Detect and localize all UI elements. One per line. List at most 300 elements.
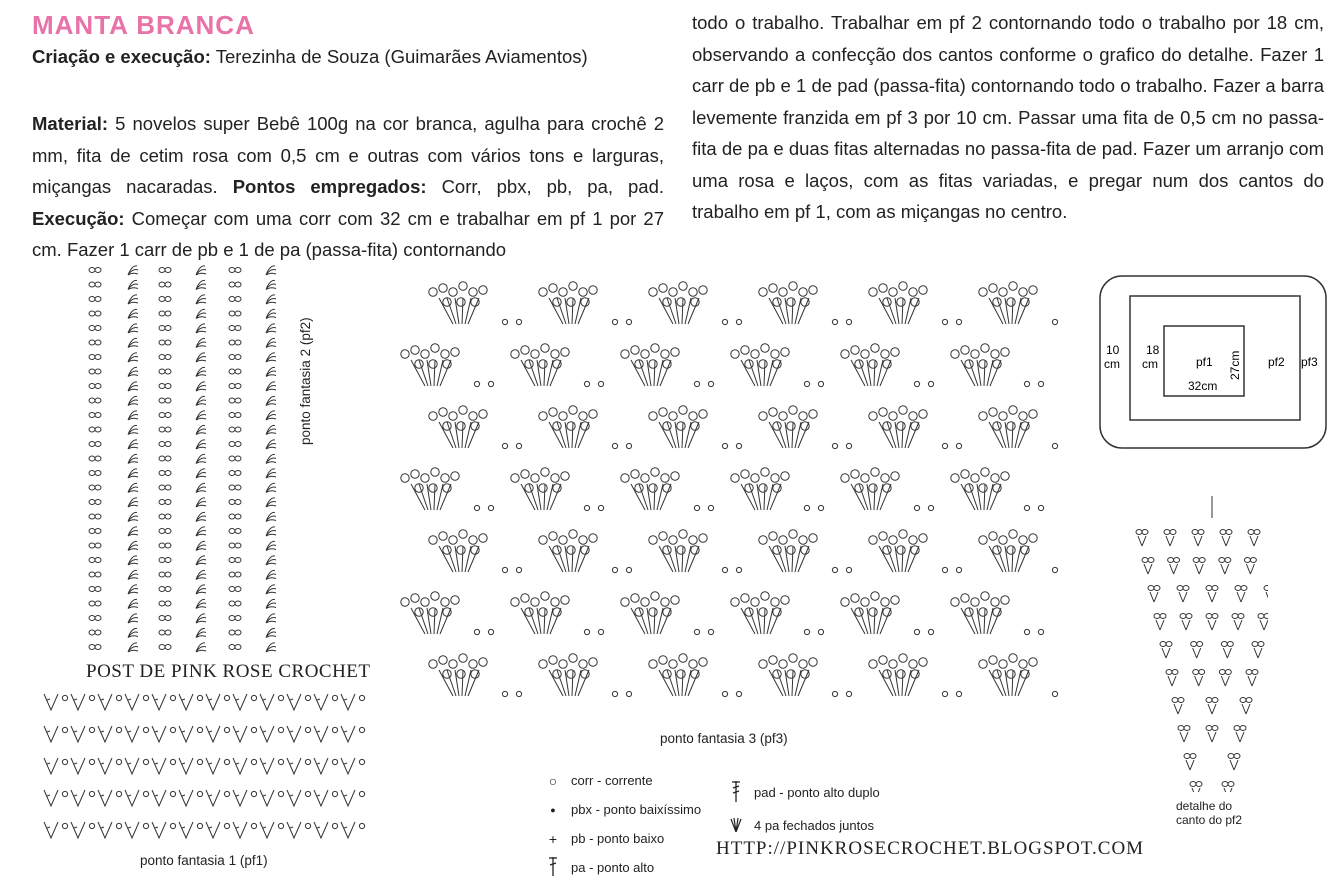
corner-detail-chart: [1108, 492, 1268, 792]
chain-pair-mark: [229, 630, 241, 635]
cluster-mark: [196, 367, 206, 376]
chain-pair-mark: [89, 456, 101, 461]
chain-pair-mark: [89, 282, 101, 287]
cluster-mark: [266, 454, 276, 463]
detail-stitch-mark: [1252, 642, 1264, 659]
chain-pair-mark: [89, 340, 101, 345]
detail-stitch-mark: [1206, 698, 1218, 715]
chain-pair-mark: [89, 616, 101, 621]
v-stitch-mark: [206, 790, 230, 806]
cluster-mark: [196, 527, 206, 536]
v-stitch-mark: [206, 822, 230, 838]
flower-cluster-mark: [539, 530, 632, 573]
legend-label: pa - ponto alto: [571, 860, 655, 875]
cluster-mark: [196, 280, 206, 289]
cluster-mark: [266, 599, 276, 608]
chain-pair-mark: [159, 311, 171, 316]
detail-stitch-mark: [1142, 558, 1154, 575]
v-stitch-mark: [341, 822, 365, 838]
cluster-mark: [266, 382, 276, 391]
flower-cluster-mark: [979, 406, 1065, 449]
chain-pair-mark: [89, 297, 101, 302]
blanket-outer-unit: cm: [1104, 357, 1120, 371]
cluster-mark: [196, 541, 206, 550]
single-crochet-icon: +: [548, 830, 558, 847]
slip-stitch-icon: ●: [550, 804, 556, 815]
cluster-mark: [128, 469, 138, 478]
pontos-label: Pontos empregados:: [232, 176, 427, 197]
legend-item-slip: [545, 795, 701, 824]
v-stitch-mark: [260, 790, 284, 806]
legend-item-single: [545, 824, 701, 853]
flower-cluster-mark: [401, 468, 494, 511]
legend-item-treble: [728, 774, 880, 810]
chain-pair-mark: [229, 558, 241, 563]
v-stitch-mark: [233, 758, 257, 774]
chain-pair-mark: [159, 282, 171, 287]
v-stitch-mark: [44, 790, 68, 806]
chain-pair-mark: [89, 645, 101, 650]
execucao-label: Execução:: [32, 207, 125, 229]
credit-label: Criação e execução:: [32, 46, 211, 67]
chain-icon: ○: [548, 772, 558, 789]
v-stitch-mark: [341, 758, 365, 774]
detail-stitch-mark: [1235, 586, 1247, 603]
chain-pair-mark: [229, 398, 241, 403]
material-label: Material:: [32, 113, 109, 134]
chain-pair-mark: [89, 427, 101, 432]
cluster-mark: [128, 280, 138, 289]
blanket-width-label: 32cm: [1188, 379, 1218, 393]
v-stitch-mark: [233, 726, 257, 742]
cluster-mark: [128, 353, 138, 362]
flower-cluster-mark: [401, 592, 494, 635]
flower-cluster-mark: [841, 344, 934, 387]
cluster-mark: [196, 469, 206, 478]
v-stitch-mark: [206, 694, 230, 710]
pf1-stitch-chart: [38, 686, 368, 846]
chain-pair-mark: [229, 601, 241, 606]
chain-pair-mark: [89, 355, 101, 360]
cluster-mark: [128, 585, 138, 594]
chain-pair-mark: [229, 369, 241, 374]
chain-pair-mark: [229, 340, 241, 345]
chain-pair-mark: [229, 297, 241, 302]
cluster-mark: [128, 643, 138, 652]
chain-pair-mark: [229, 311, 241, 316]
chain-pair-mark: [229, 645, 241, 650]
v-stitch-mark: [44, 694, 68, 710]
detail-stitch-mark: [1148, 586, 1160, 603]
chain-pair-mark: [229, 485, 241, 490]
detail-stitch-mark: [1166, 670, 1178, 687]
v-stitch-mark: [44, 726, 68, 742]
chain-pair-mark: [89, 326, 101, 331]
v-stitch-mark: [314, 822, 338, 838]
v-stitch-mark: [179, 694, 203, 710]
flower-cluster-mark: [979, 530, 1065, 573]
pontos-text: Corr, pbx, pb, pa, pad.: [441, 176, 665, 197]
cluster-mark: [196, 628, 206, 637]
chain-pair-mark: [159, 398, 171, 403]
v-stitch-mark: [125, 726, 149, 742]
chain-pair-mark: [159, 616, 171, 621]
cluster-mark: [128, 599, 138, 608]
v-stitch-mark: [341, 694, 365, 710]
v-stitch-mark: [125, 758, 149, 774]
cluster-mark: [266, 295, 276, 304]
v-stitch-mark: [314, 726, 338, 742]
cluster-mark: [266, 425, 276, 434]
cluster-mark: [266, 338, 276, 347]
cluster-mark: [128, 512, 138, 521]
cluster-mark: [128, 541, 138, 550]
chain-pair-mark: [229, 616, 241, 621]
legend-item-chain: [545, 766, 701, 795]
detail-stitch-mark: [1220, 530, 1232, 547]
cluster-mark: [196, 309, 206, 318]
chain-pair-mark: [229, 500, 241, 505]
detail-stitch-mark: [1221, 642, 1233, 659]
chain-pair-mark: [89, 413, 101, 418]
chain-pair-mark: [229, 514, 241, 519]
detail-stitch-mark: [1178, 726, 1190, 743]
v-stitch-mark: [125, 790, 149, 806]
cluster-mark: [196, 454, 206, 463]
cluster-mark: [196, 556, 206, 565]
cluster-mark: [196, 614, 206, 623]
flower-cluster-mark: [759, 654, 852, 697]
v-stitch-mark: [179, 758, 203, 774]
cluster-mark: [266, 324, 276, 333]
flower-cluster-mark: [869, 406, 962, 449]
cluster-mark: [266, 556, 276, 565]
chain-pair-mark: [229, 282, 241, 287]
cluster-mark: [266, 411, 276, 420]
chain-pair-mark: [229, 355, 241, 360]
chain-pair-mark: [159, 297, 171, 302]
detail-stitch-mark: [1258, 614, 1268, 631]
blanket-schematic: [1096, 270, 1332, 456]
cluster-mark: [128, 295, 138, 304]
detail-stitch-mark: [1160, 642, 1172, 659]
chain-pair-mark: [229, 471, 241, 476]
cluster-mark: [266, 527, 276, 536]
cluster-mark: [196, 266, 206, 275]
detail-caption-1: detalhe do: [1176, 799, 1233, 813]
cluster-mark: [266, 541, 276, 550]
flower-cluster-mark: [401, 344, 494, 387]
v-stitch-mark: [125, 694, 149, 710]
chain-pair-mark: [89, 572, 101, 577]
blanket-middle-label: 18: [1146, 343, 1160, 357]
detail-stitch-mark: [1206, 614, 1218, 631]
chain-pair-mark: [89, 398, 101, 403]
chain-pair-mark: [159, 369, 171, 374]
cluster-mark: [196, 411, 206, 420]
cluster-mark: [196, 396, 206, 405]
detail-stitch-mark: [1246, 670, 1258, 687]
v-stitch-mark: [98, 790, 122, 806]
v-stitch-mark: [98, 726, 122, 742]
detail-stitch-mark: [1136, 530, 1148, 547]
v-stitch-mark: [233, 822, 257, 838]
legend-item-double: [545, 853, 701, 882]
cluster-mark: [266, 440, 276, 449]
detail-stitch-mark: [1244, 558, 1256, 575]
v-stitch-mark: [341, 726, 365, 742]
chain-pair-mark: [159, 587, 171, 592]
cluster-mark: [266, 498, 276, 507]
chain-pair-mark: [229, 572, 241, 577]
flower-cluster-mark: [539, 406, 632, 449]
chain-pair-mark: [159, 630, 171, 635]
execucao-text-left: Começar com uma corr com 32 cm e trabalhar em pf 1 por 27 cm. Fazer 1 carr de pb e 1 de pa (passa-fita) contornando: [32, 207, 665, 260]
flower-cluster-mark: [951, 468, 1044, 511]
cluster-mark: [266, 483, 276, 492]
legend-label: corr - corrente: [571, 773, 653, 788]
cluster-mark: [266, 614, 276, 623]
cluster-mark: [128, 309, 138, 318]
cluster-mark: [266, 367, 276, 376]
v-stitch-mark: [179, 822, 203, 838]
flower-cluster-mark: [759, 530, 852, 573]
v-stitch-mark: [152, 790, 176, 806]
cluster-mark: [266, 266, 276, 275]
chain-pair-mark: [89, 384, 101, 389]
legend-col-1: [545, 766, 701, 882]
cluster-mark: [266, 280, 276, 289]
cluster-mark: [196, 498, 206, 507]
chain-pair-mark: [89, 268, 101, 273]
flower-cluster-mark: [649, 530, 742, 573]
cluster-mark: [128, 628, 138, 637]
detail-stitch-mark: [1168, 558, 1180, 575]
chain-pair-mark: [89, 311, 101, 316]
cluster-mark: [128, 454, 138, 463]
v-stitch-mark: [98, 758, 122, 774]
detail-stitch-mark: [1184, 754, 1196, 771]
chain-pair-mark: [159, 601, 171, 606]
cluster-mark: [196, 585, 206, 594]
v-stitch-mark: [44, 758, 68, 774]
flower-cluster-mark: [511, 468, 604, 511]
legend-label: pbx - ponto baixíssimo: [571, 802, 702, 817]
chain-pair-mark: [89, 630, 101, 635]
cluster-mark: [128, 396, 138, 405]
v-stitch-mark: [260, 726, 284, 742]
cluster-mark: [196, 599, 206, 608]
chain-pair-mark: [229, 268, 241, 273]
chain-pair-mark: [229, 456, 241, 461]
chain-pair-mark: [159, 645, 171, 650]
cluster-mark: [196, 425, 206, 434]
double-crochet-icon: [545, 855, 561, 880]
detail-stitch-mark: [1206, 726, 1218, 743]
chain-pair-mark: [229, 427, 241, 432]
chain-pair-mark: [159, 514, 171, 519]
cluster-mark: [196, 353, 206, 362]
legend-label: pb - ponto baixo: [571, 831, 665, 846]
cluster-mark: [266, 628, 276, 637]
cluster-mark: [128, 382, 138, 391]
detail-stitch-mark: [1193, 670, 1205, 687]
treble-crochet-icon: [728, 779, 744, 806]
pf1-caption: ponto fantasia 1 (pf1): [140, 853, 268, 868]
chain-pair-mark: [89, 558, 101, 563]
v-stitch-mark: [98, 822, 122, 838]
flower-cluster-mark: [841, 592, 934, 635]
chain-pair-mark: [159, 268, 171, 273]
legend-label: pad - ponto alto duplo: [754, 784, 880, 800]
chain-pair-mark: [89, 471, 101, 476]
cluster-mark: [128, 440, 138, 449]
v-stitch-mark: [206, 726, 230, 742]
chain-pair-mark: [159, 442, 171, 447]
cluster-mark: [128, 498, 138, 507]
blanket-outer-label: 10: [1106, 343, 1120, 357]
legend-label: 4 pa fechados juntos: [754, 817, 874, 833]
cluster-mark: [266, 512, 276, 521]
cluster-mark: [128, 338, 138, 347]
legend-item-cluster: [728, 810, 880, 840]
detail-stitch-mark: [1192, 530, 1204, 547]
flower-cluster-mark: [429, 530, 522, 573]
flower-cluster-mark: [869, 530, 962, 573]
blanket-middle-unit: cm: [1142, 357, 1158, 371]
v-stitch-mark: [71, 822, 95, 838]
chain-pair-mark: [159, 384, 171, 389]
instructions-right: [692, 7, 1324, 228]
v-stitch-mark: [71, 790, 95, 806]
v-stitch-mark: [314, 758, 338, 774]
detail-stitch-mark: [1164, 530, 1176, 547]
v-stitch-mark: [314, 694, 338, 710]
chain-pair-mark: [89, 485, 101, 490]
chain-pair-mark: [159, 456, 171, 461]
v-stitch-mark: [287, 694, 311, 710]
v-stitch-mark: [233, 694, 257, 710]
chain-pair-mark: [89, 369, 101, 374]
detail-caption-2: canto do pf2: [1176, 813, 1243, 827]
detail-stitch-mark: [1180, 614, 1192, 631]
flower-cluster-mark: [539, 282, 632, 325]
cluster-mark: [266, 585, 276, 594]
v-stitch-mark: [179, 726, 203, 742]
detail-stitch-mark: [1190, 782, 1202, 793]
detail-stitch-mark: [1219, 558, 1231, 575]
v-stitch-mark: [71, 726, 95, 742]
chain-pair-mark: [229, 326, 241, 331]
flower-cluster-mark: [869, 654, 962, 697]
pf3-caption: ponto fantasia 3 (pf3): [660, 731, 788, 746]
flower-cluster-mark: [731, 468, 824, 511]
legend-col-2: [728, 774, 880, 840]
chain-pair-mark: [229, 384, 241, 389]
blanket-pf2-label: pf2: [1268, 355, 1285, 369]
flower-cluster-mark: [649, 406, 742, 449]
detail-stitch-mark: [1154, 614, 1166, 631]
pf3-stitch-chart: [385, 268, 1065, 718]
credit-value: Terezinha de Souza (Guimarães Aviamentos): [215, 46, 588, 67]
page-title: MANTA BRANCA: [32, 10, 255, 40]
flower-cluster-mark: [429, 282, 522, 325]
cluster-mark: [266, 570, 276, 579]
chain-pair-mark: [159, 558, 171, 563]
v-stitch-mark: [260, 758, 284, 774]
chain-pair-mark: [229, 587, 241, 592]
detail-stitch-mark: [1264, 586, 1268, 603]
chain-pair-mark: [89, 514, 101, 519]
chain-pair-mark: [159, 326, 171, 331]
cluster-mark: [196, 440, 206, 449]
v-stitch-mark: [152, 726, 176, 742]
flower-cluster-mark: [731, 344, 824, 387]
blanket-height-label: 27cm: [1228, 350, 1242, 380]
flower-cluster-mark: [511, 344, 604, 387]
blanket-pf1-label: pf1: [1196, 355, 1213, 369]
cluster-mark: [128, 614, 138, 623]
detail-stitch-mark: [1191, 642, 1203, 659]
detail-stitch-mark: [1234, 726, 1246, 743]
pf2-stitch-chart: [82, 262, 282, 662]
v-stitch-mark: [287, 790, 311, 806]
chain-pair-mark: [159, 355, 171, 360]
chain-pair-mark: [229, 413, 241, 418]
chain-pair-mark: [229, 529, 241, 534]
flower-cluster-mark: [539, 654, 632, 697]
v-stitch-mark: [260, 694, 284, 710]
flower-cluster-mark: [951, 344, 1044, 387]
credit-line: [32, 46, 588, 68]
execucao-text-right: todo o trabalho. Trabalhar em pf 2 contornando todo o trabalho por 18 cm, observando a confecção dos cantos conforme o grafico do detalhe. Fazer 1 carr de pb e 1 de pad (passa-fita) contornando todo o trabalho. Fazer a barra levemente franzida em pf 3 por 10 cm. Passar uma fita de 0,5 cm no passa-fita de pa e duas fitas alternadas no passa-fita de pad. Fazer um arranjo com uma rosa e laços, com as fitas variadas, e pregar num dos cantos do trabalho em pf 1, com as miçangas no centro.: [692, 12, 1324, 222]
detail-stitch-mark: [1193, 558, 1205, 575]
v-stitch-mark: [314, 790, 338, 806]
cluster-mark: [128, 266, 138, 275]
chain-pair-mark: [159, 340, 171, 345]
flower-cluster-mark: [951, 592, 1044, 635]
cluster-mark: [196, 295, 206, 304]
v-stitch-mark: [287, 726, 311, 742]
chain-pair-mark: [229, 543, 241, 548]
flower-cluster-mark: [649, 282, 742, 325]
detail-stitch-mark: [1177, 586, 1189, 603]
cluster-mark: [266, 396, 276, 405]
flower-cluster-mark: [759, 406, 852, 449]
chain-pair-mark: [89, 500, 101, 505]
chain-pair-mark: [89, 601, 101, 606]
flower-cluster-mark: [731, 592, 824, 635]
v-stitch-mark: [152, 822, 176, 838]
flower-cluster-mark: [869, 282, 962, 325]
cluster-mark: [266, 469, 276, 478]
detail-stitch-mark: [1206, 586, 1218, 603]
chain-pair-mark: [89, 543, 101, 548]
blanket-pf3-label: pf3: [1301, 355, 1318, 369]
cluster-mark: [196, 382, 206, 391]
flower-cluster-mark: [621, 592, 714, 635]
chain-pair-mark: [89, 587, 101, 592]
v-stitch-mark: [206, 758, 230, 774]
cluster-mark: [128, 570, 138, 579]
cluster-mark: [196, 338, 206, 347]
flower-cluster-mark: [979, 654, 1065, 697]
cluster-mark: [196, 324, 206, 333]
detail-stitch-mark: [1228, 754, 1240, 771]
chain-pair-mark: [159, 471, 171, 476]
detail-stitch-mark: [1219, 670, 1231, 687]
chain-pair-mark: [159, 543, 171, 548]
